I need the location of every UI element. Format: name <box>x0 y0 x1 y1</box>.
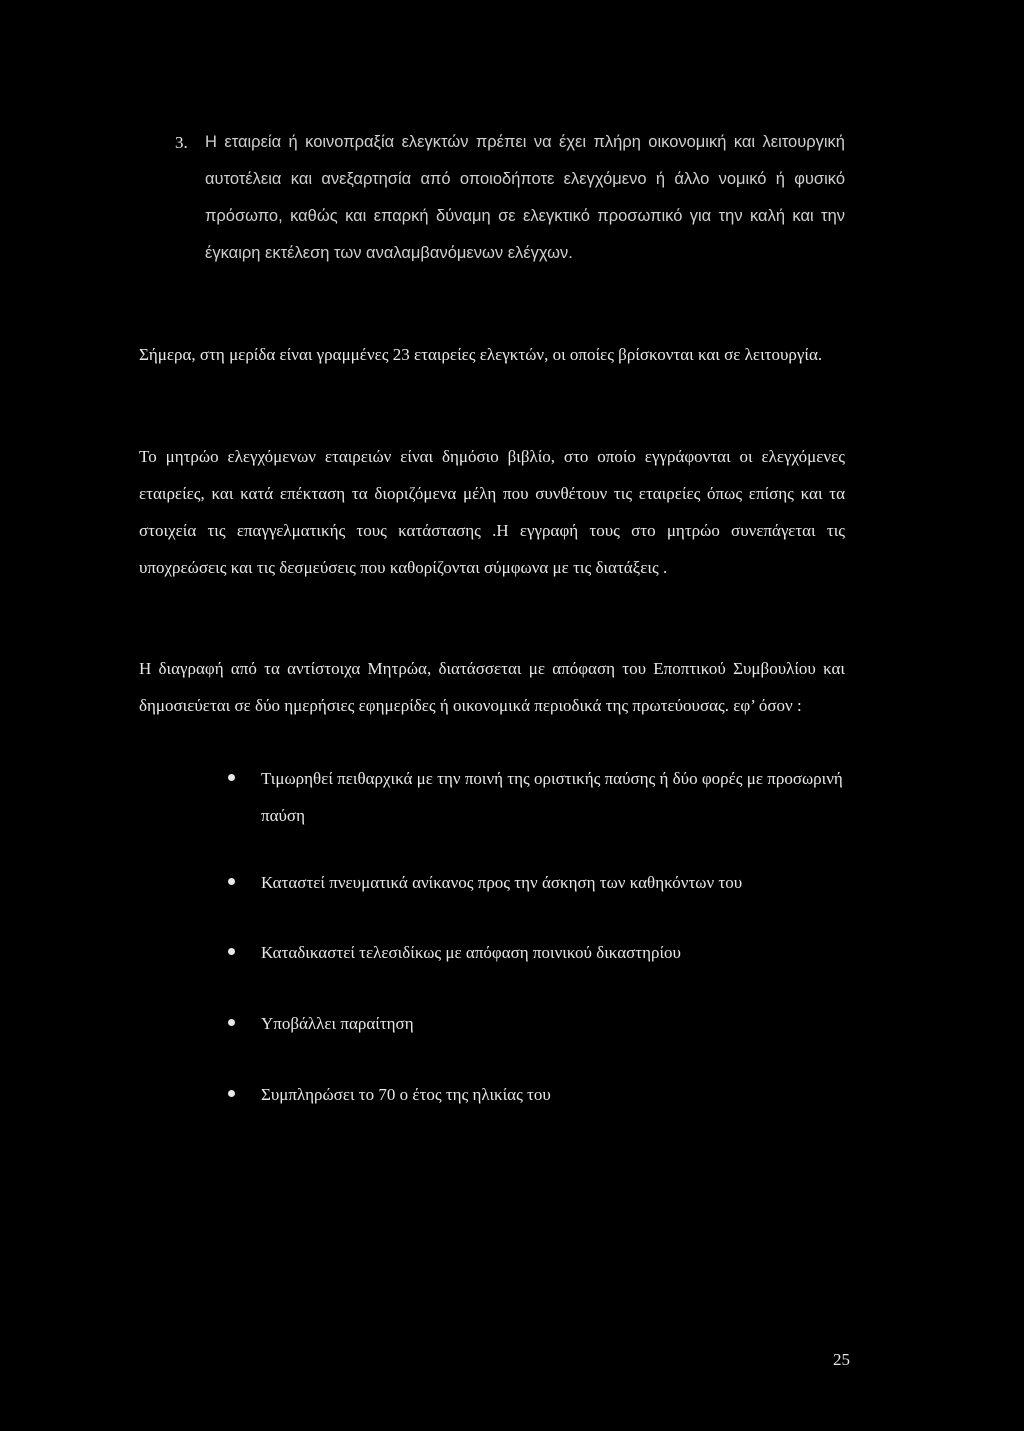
list-item-text: Καταστεί πνευματικά ανίκανος προς την άσκηση των καθηκόντων του <box>261 873 743 892</box>
item-number: 3. <box>175 133 188 152</box>
bullet-icon <box>228 1019 235 1026</box>
list-item <box>228 1005 848 1042</box>
list-item-text: Καταδικαστεί τελεσιδίκως με απόφαση ποινικού δικαστηρίου <box>261 943 681 962</box>
numbered-item-3 <box>139 124 845 272</box>
item-text: Η εταιρεία ή κοινοπραξία ελεγκτών πρέπει να έχει πλήρη οικονομική και λειτουργική αυτοτέλεια και ανεξαρτησία από οποιοδήποτε ελεγχόμενο ή άλλο νομικό ή φυσικό πρόσωπο, καθώς και επαρκή δύναμη σε ελεγκτικό προσωπικό για την καλή και την έγκαιρη εκτέλεση των αναλαμβανόμενων ελέγχων. <box>205 133 845 262</box>
paragraph-deletion: Η διαγραφή από τα αντίστοιχα Μητρώα, διατάσσεται με απόφαση του Εποπτικού Συμβουλίου και δημοσιεύεται σε δύο ημερήσιες εφημερίδες ή οικονομικά περιοδικά της πρωτεύουσας. εφ’ όσον : <box>139 659 845 715</box>
list-item <box>228 864 848 901</box>
bullet-icon <box>228 878 235 885</box>
list-item <box>228 760 848 834</box>
list-item-text: Συμπληρώσει το 70 ο έτος της ηλικίας του <box>261 1085 551 1104</box>
paragraph-today: Σήμερα, στη μερίδα είναι γραμμένες 23 εταιρείες ελεγκτών, οι οποίες βρίσκονται και σε λειτουργία. <box>139 345 823 364</box>
bullet-icon <box>228 948 235 955</box>
list-item-text: Τιμωρηθεί πειθαρχικά με την ποινή της οριστικής παύσης ή δύο φορές με προσωρινή παύση <box>261 769 843 825</box>
page-number: 25 <box>833 1350 850 1369</box>
paragraph-registry: Το μητρώο ελεγχόμενων εταιρειών είναι δημόσιο βιβλίο, στο οποίο εγγράφονται οι ελεγχόμενες εταιρείες, και κατά επέκταση τα διοριζόμενα μέλη που συνθέτουν τις εταιρείες όπως επίσης και τα στοιχεία τις επαγγελματικής τους κατάστασης .Η εγγραφή τους στο μητρώο συνεπάγεται τις υποχρεώσεις και τις δεσμεύσεις που καθορίζονται σύμφωνα με τις διατάξεις . <box>139 447 845 577</box>
list-item <box>228 934 848 971</box>
bullet-icon <box>228 1090 235 1097</box>
bullet-icon <box>228 774 235 781</box>
list-item-text: Υποβάλλει παραίτηση <box>261 1014 414 1033</box>
list-item <box>228 1076 848 1113</box>
